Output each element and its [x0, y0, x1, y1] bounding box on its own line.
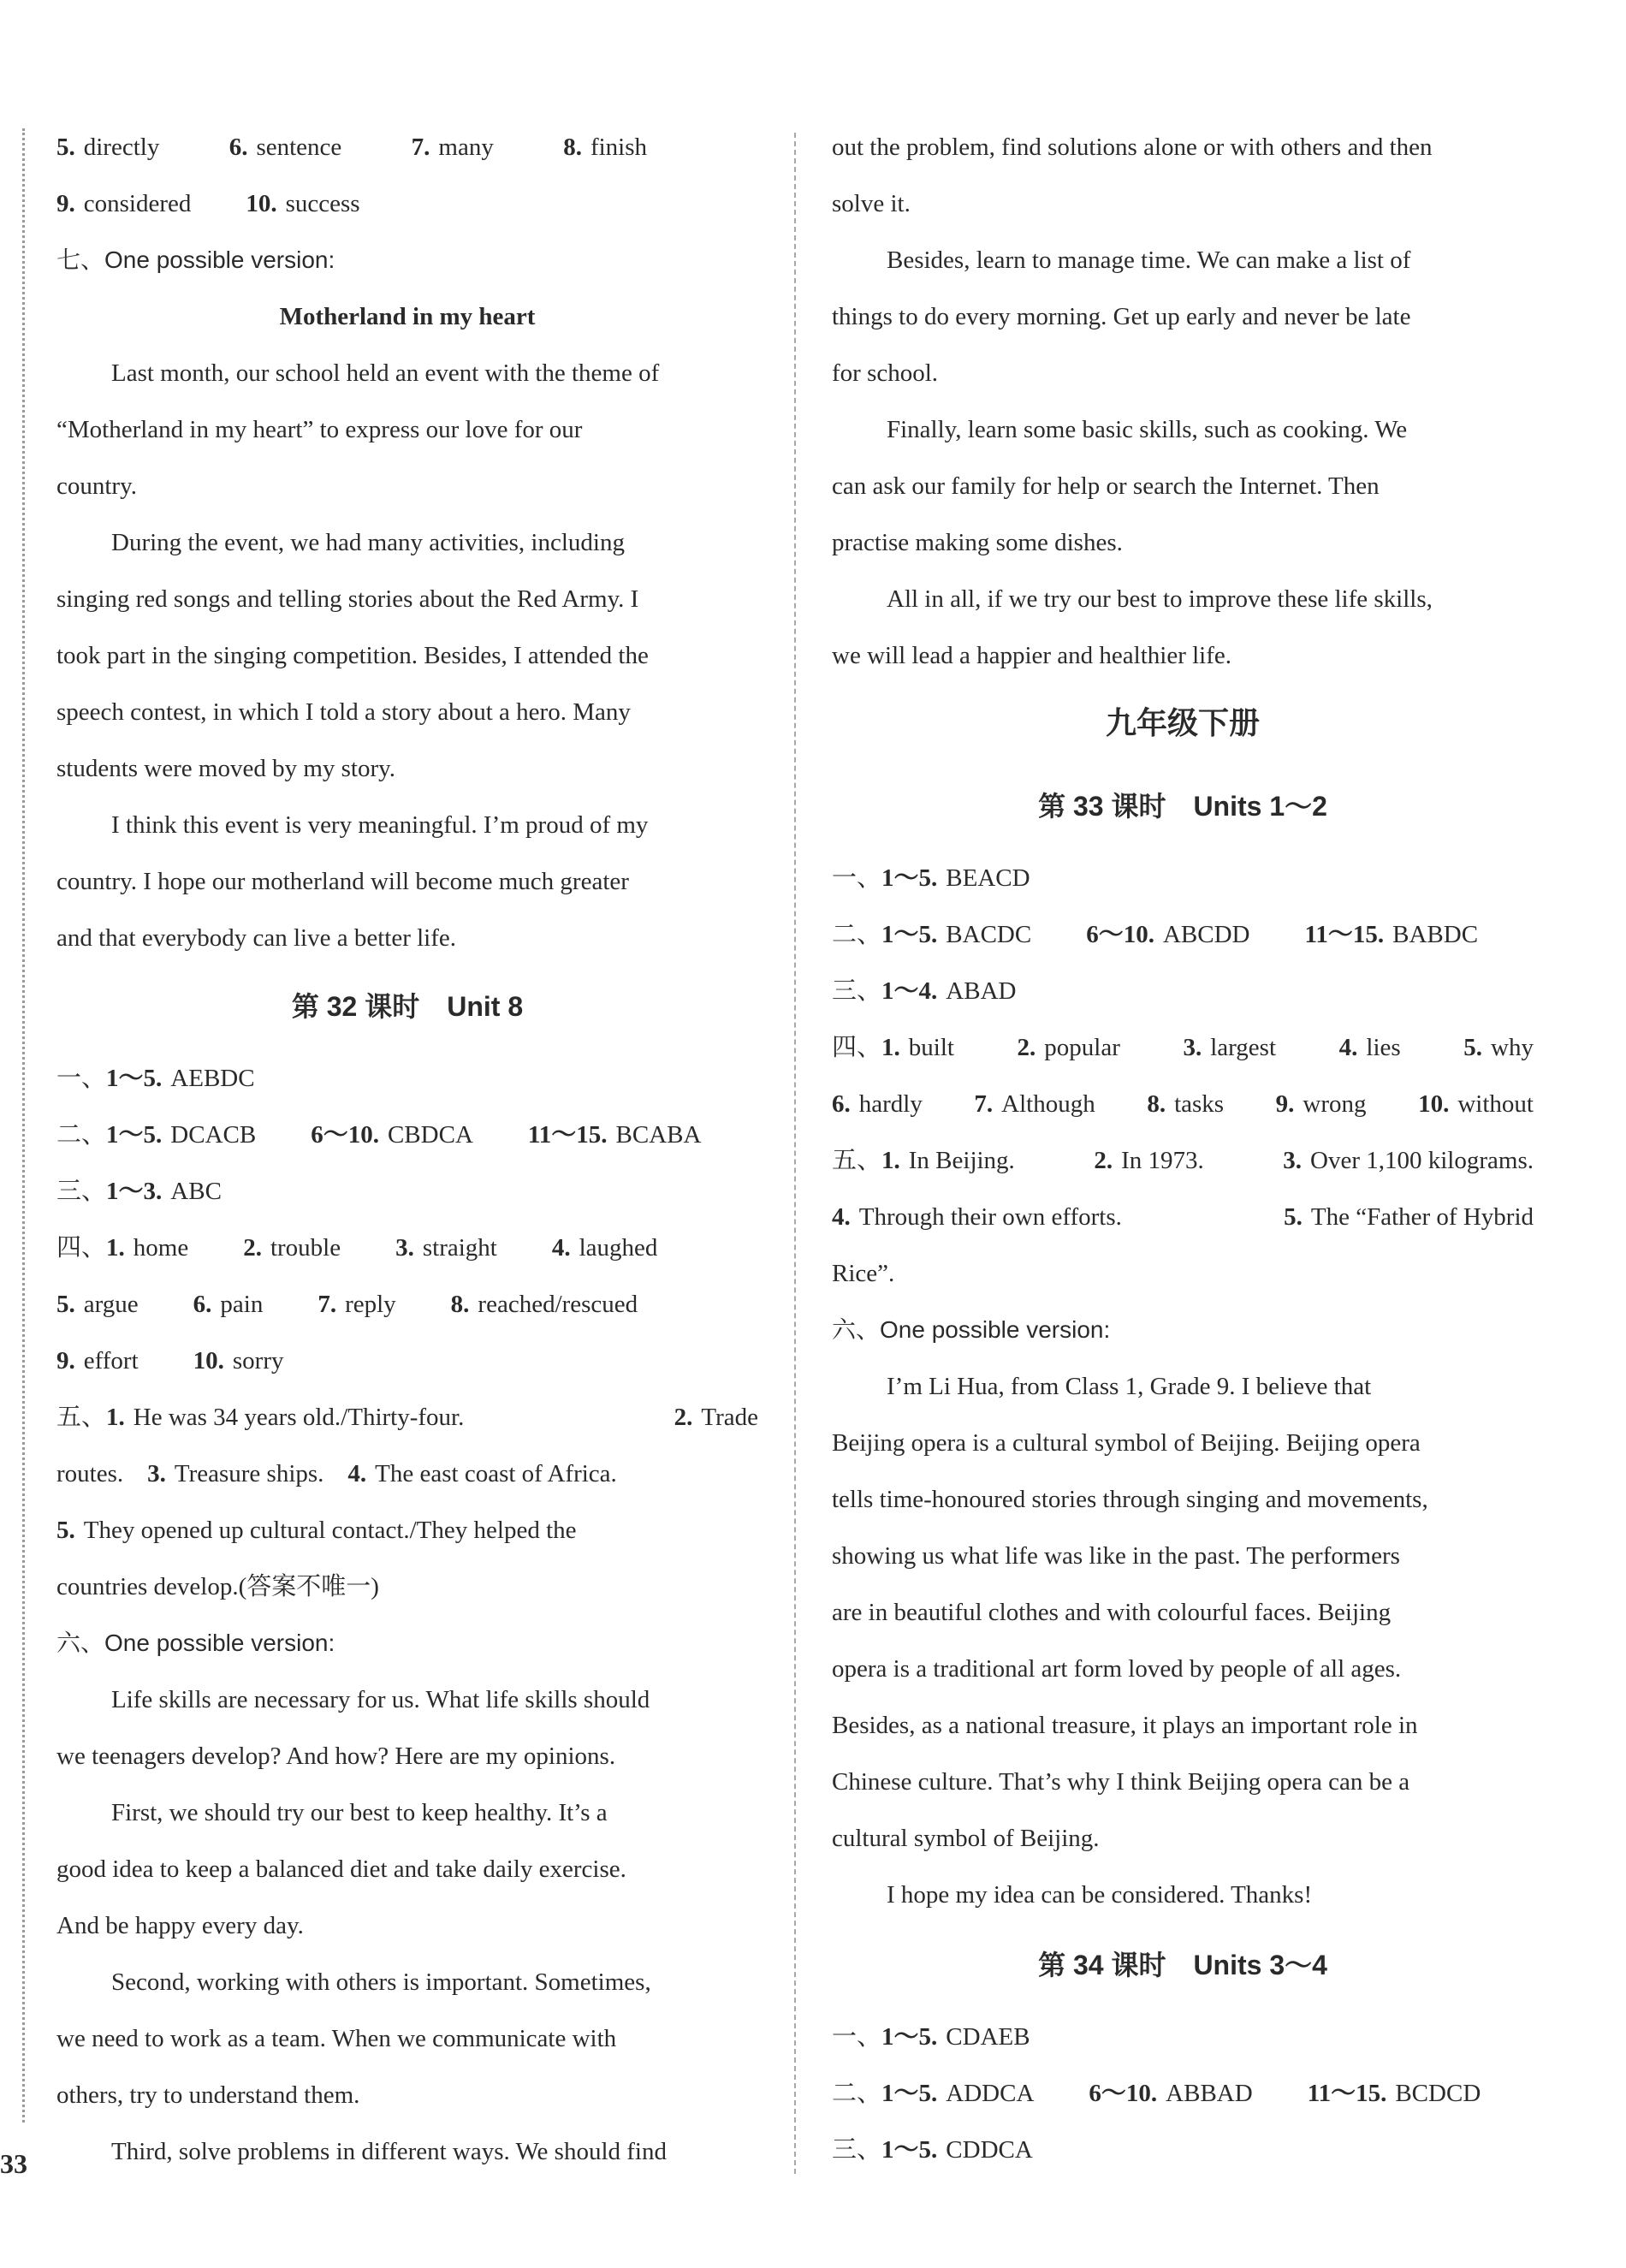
essay-line: Last month, our school held an event with the theme of: [111, 359, 660, 387]
essay-line: tells time-honoured stories through singing and movements,: [832, 1486, 1428, 1513]
essay-line: country. I hope our motherland will become much greater: [56, 868, 629, 895]
essay-line: out the problem, find solutions alone or with others and then: [832, 134, 1433, 161]
essay-line: Finally, learn some basic skills, such as cooking. We: [887, 416, 1408, 443]
essay-line: I think this event is very meaningful. I’m proud of my: [111, 811, 649, 839]
answer-line: 三、1～4. ABAD: [832, 977, 1017, 1005]
essay-line: And be happy every day.: [56, 1912, 304, 1939]
answer-line: 一、1～5. BEACD: [832, 864, 1030, 892]
answer-line: 4. Through their own efforts. 5. The “Father of Hybrid: [832, 1203, 1534, 1231]
answer-line: 5. directly 6. sentence 7. many 8. finish: [56, 134, 647, 161]
answer-line: 四、1. home 2. trouble 3. straight 4. laughed: [56, 1234, 658, 1262]
answer-line: 四、1. built 2. popular 3. largest 4. lies 5. why: [832, 1034, 1534, 1061]
essay-line: we teenagers develop? And how? Here are my opinions.: [56, 1743, 616, 1770]
essay-line: good idea to keep a balanced diet and take daily exercise.: [56, 1855, 626, 1883]
answer-line: 9. considered 10. success: [56, 190, 360, 217]
essay-line: I hope my idea can be considered. Thanks!: [887, 1881, 1313, 1909]
essay-line: solve it.: [832, 190, 911, 217]
essay-line: speech contest, in which I told a story about a hero. Many: [56, 698, 631, 726]
answer-line: 一、1～5. AEBDC: [56, 1065, 255, 1092]
answer-line: 9. effort 10. sorry: [56, 1347, 284, 1374]
essay-line: took part in the singing competition. Besides, I attended the: [56, 642, 649, 669]
answer-line: 一、1～5. CDAEB: [832, 2023, 1030, 2051]
essay-line: Beijing opera is a cultural symbol of Beijing. Beijing opera: [832, 1429, 1421, 1457]
answer-line: 5. argue 6. pain 7. reply 8. reached/rescued: [56, 1291, 638, 1318]
essay-line: opera is a traditional art form loved by people of all ages.: [832, 1655, 1402, 1683]
essay-line: things to do every morning. Get up early and never be late: [832, 303, 1411, 330]
essay-line: we need to work as a team. When we communicate with: [56, 2025, 617, 2052]
answer-line: 5. They opened up cultural contact./They helped the: [56, 1517, 577, 1544]
answer-line: 二、1～5. BACDC 6～10. ABCDD 11～15. BABDC: [832, 921, 1479, 948]
essay-line: and that everybody can live a better life.: [56, 924, 457, 952]
essay-line: can ask our family for help or search the Internet. Then: [832, 472, 1380, 500]
essay-line: Chinese culture. That’s why I think Beijing opera can be a: [832, 1768, 1410, 1796]
answer-line: 三、1～5. CDDCA: [832, 2136, 1033, 2164]
essay-line: Besides, as a national treasure, it plays an important role in: [832, 1712, 1418, 1739]
binding-edge-dots: [22, 128, 25, 2123]
essay-line: country.: [56, 472, 137, 500]
essay-line: First, we should try our best to keep healthy. It’s a: [111, 1799, 608, 1826]
grade-heading: 九年级下册: [1105, 706, 1260, 741]
essay-line: All in all, if we try our best to improve these life skills,: [887, 585, 1433, 613]
essay-line: Life skills are necessary for us. What life skills should: [111, 1686, 650, 1713]
essay-line: Besides, learn to manage time. We can make a list of: [887, 246, 1411, 274]
essay-line: cultural symbol of Beijing.: [832, 1825, 1100, 1852]
answer-line: Rice”.: [832, 1260, 895, 1287]
answer-line: 6. hardly 7. Although 8. tasks 9. wrong 10. without: [832, 1090, 1534, 1118]
essay-line: for school.: [832, 359, 939, 387]
lesson-heading: 第 33 课时 Units 1～2: [1038, 791, 1327, 822]
answer-line: 二、1～5. DCACB 6～10. CBDCA 11～15. BCABA: [56, 1121, 702, 1149]
essay-line: Second, working with others is important. Sometimes,: [111, 1968, 651, 1996]
answer-line: 三、1～3. ABC: [56, 1178, 222, 1205]
lesson-heading: 第 32 课时 Unit 8: [291, 991, 524, 1022]
answer-line: 五、1. In Beijing. 2. In 1973. 3. Over 1,100 kilograms.: [832, 1147, 1534, 1174]
essay-line: During the event, we had many activities, including: [111, 529, 625, 556]
essay-line: singing red songs and telling stories about the Red Army. I: [56, 585, 639, 613]
essay-line: Third, solve problems in different ways. We should find: [111, 2138, 667, 2165]
answer-line: routes. 3. Treasure ships. 4. The east coast of Africa.: [56, 1460, 617, 1487]
section-heading: 六、One possible version:: [832, 1316, 1111, 1343]
essay-line: “Motherland in my heart” to express our love for our: [56, 416, 583, 443]
answer-line: 五、1. He was 34 years old./Thirty-four. 2. Trade: [56, 1404, 758, 1431]
section-heading: 六、One possible version:: [56, 1630, 335, 1656]
essay-line: are in beautiful clothes and with colourful faces. Beijing: [832, 1599, 1392, 1626]
answer-line: 二、1～5. ADDCA 6～10. ABBAD 11～15. BCDCD: [832, 2080, 1481, 2107]
essay-line: showing us what life was like in the past. The performers: [832, 1542, 1400, 1570]
essay-line: others, try to understand them.: [56, 2081, 360, 2109]
essay-line: practise making some dishes.: [832, 529, 1123, 556]
essay-line: we will lead a happier and healthier life.: [832, 642, 1232, 669]
essay-title: Motherland in my heart: [279, 303, 536, 330]
lesson-heading: 第 34 课时 Units 3～4: [1038, 1950, 1327, 1980]
answer-line: countries develop.(答案不唯一): [56, 1573, 379, 1600]
essay-line: students were moved by my story.: [56, 755, 396, 782]
column-divider: [794, 133, 796, 2174]
essay-line: I’m Li Hua, from Class 1, Grade 9. I believe that: [887, 1373, 1372, 1400]
section-heading: 七、One possible version:: [56, 246, 335, 273]
page-number: 33: [0, 2148, 27, 2179]
